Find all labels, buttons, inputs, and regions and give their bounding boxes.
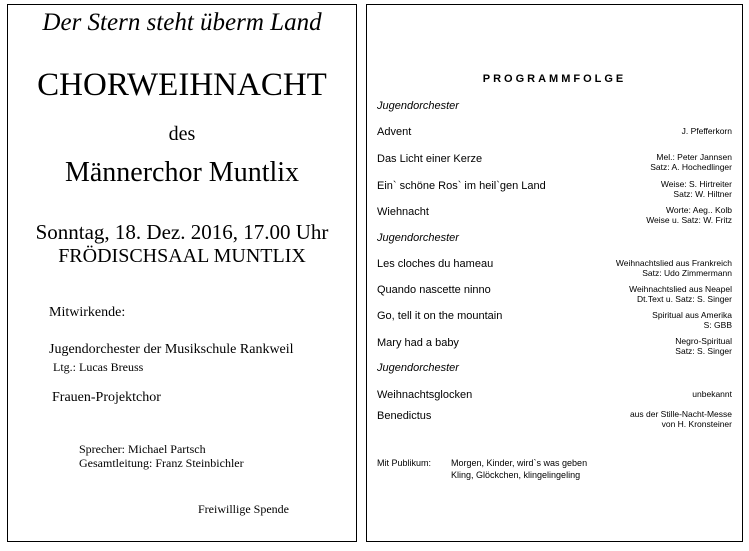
program-item-title: Benedictus — [377, 410, 432, 422]
program-item-credit: Weihnachtslied aus Neapel Dt.Text u. Satz: S. Singer — [629, 284, 732, 304]
program-item-credit: aus der Stille-Nacht-Messe von H. Kronsteiner — [629, 409, 732, 429]
participants-label: Mitwirkende: — [49, 305, 126, 320]
overall-lead: Gesamtleitung: Franz Steinbichler — [79, 456, 244, 470]
program-item-credit: Worte: Aeg.. Kolb Weise u. Satz: W. Fritz — [646, 205, 732, 225]
program-item-title: Advent — [377, 126, 412, 138]
program-item-credit: Weihnachtslied aus Frankreich Satz: Udo Zimmermann — [615, 258, 732, 278]
choir-name: Männerchor Muntlix — [64, 157, 300, 188]
audience-label: Mit Publikum: — [377, 458, 432, 468]
donation-note: Freiwillige Spende — [198, 502, 289, 516]
page-title: CHORWEIHNACHT — [37, 67, 327, 103]
program-item-title: Ein` schöne Ros` im heil`gen Land — [377, 180, 546, 192]
ladies-choir: Frauen-Projektchor — [52, 390, 161, 405]
program-item-title: Weihnachtsglocken — [377, 389, 473, 401]
event-venue: FRÖDISCHSAAL MUNTLIX — [58, 245, 306, 267]
program-item-title: Mary had a baby — [377, 337, 459, 349]
speaker: Sprecher: Michael Partsch — [79, 442, 206, 456]
orchestra-name: Jugendorchester der Musikschule Rankweil — [49, 342, 294, 357]
right-page — [366, 4, 743, 542]
audience-singalong — [377, 457, 587, 481]
event-date: Sonntag, 18. Dez. 2016, 17.00 Uhr — [35, 220, 329, 244]
program-item-title: Go, tell it on the mountain — [377, 310, 503, 322]
section-label: Jugendorchester — [377, 232, 459, 244]
orchestra-lead: Ltg.: Lucas Breuss — [53, 360, 144, 374]
program-item-credit: Spiritual aus Amerika S: GBB — [652, 310, 732, 330]
left-page — [7, 4, 357, 542]
section-label: Jugendorchester — [377, 100, 459, 112]
program-item-title: Les cloches du hameau — [377, 258, 494, 270]
section-label: Jugendorchester — [377, 362, 459, 374]
motto: Der Stern steht überm Land — [42, 9, 322, 36]
audience-songs: Morgen, Kinder, wird`s was geben Kling, Glöckchen, klingelingeling — [451, 458, 588, 480]
program-item-credit: Weise: S. Hirtreiter Satz: W. Hiltner — [660, 179, 732, 199]
program-item-credit: unbekannt — [692, 389, 732, 399]
program-heading: PROGRAMMFOLGE — [482, 73, 627, 85]
program-item-title: Quando nascette ninno — [377, 284, 491, 296]
program-item-credit: J. Pfefferkorn — [681, 126, 732, 136]
program-item-credit: Mel.: Peter Jannsen Satz: A. Hochedlinger — [650, 152, 732, 172]
program-item-title: Wiehnacht — [377, 206, 429, 218]
program-item-credit: Negro-Spiritual Satz: S. Singer — [675, 336, 732, 356]
program-item-title: Das Licht einer Kerze — [377, 153, 483, 165]
connector-text: des — [168, 123, 196, 145]
